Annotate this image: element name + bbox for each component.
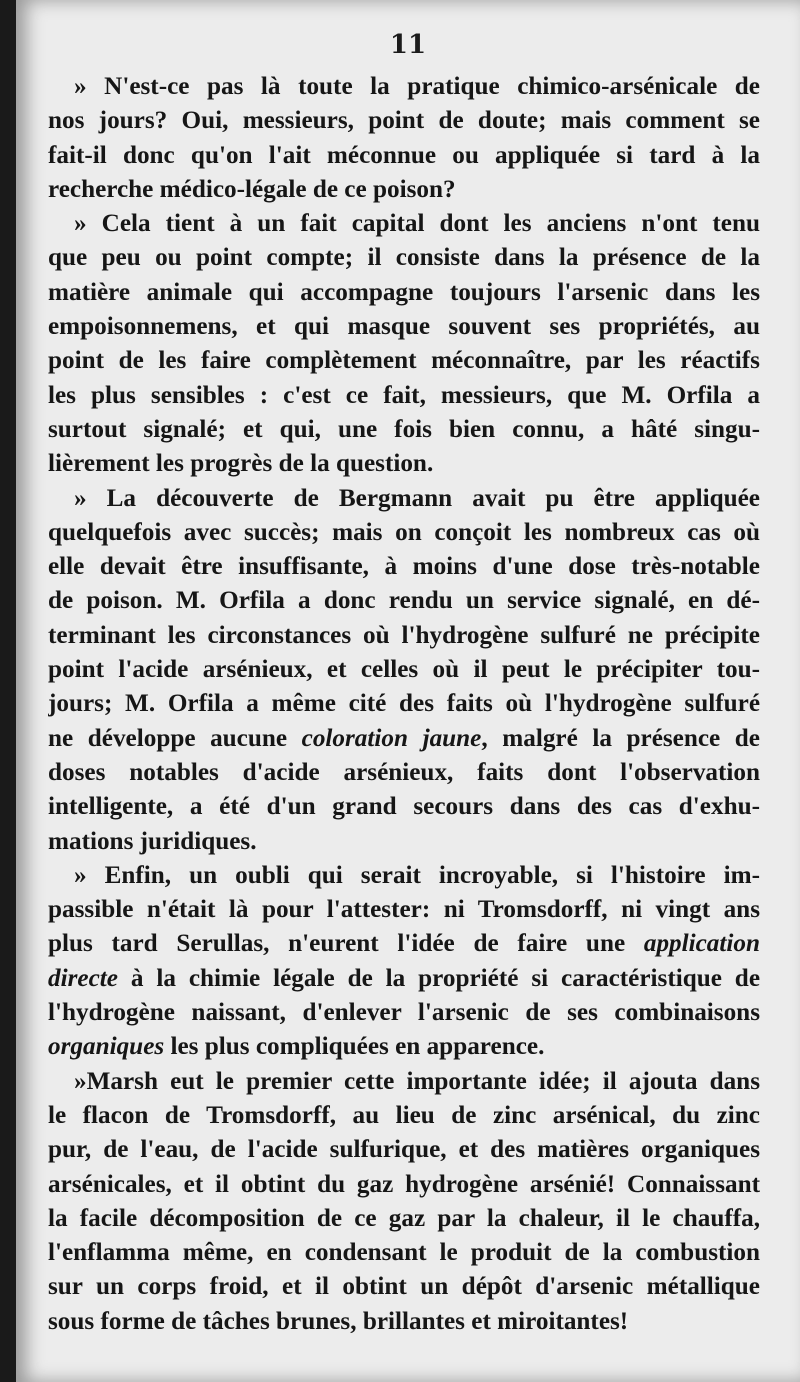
text-line: l'hydrogène naissant, d'enlever l'arsenic de ses combinaisons xyxy=(48,999,760,1027)
text-line: elle devait être insuffisante, à moins d'une dose très-notable xyxy=(48,553,760,581)
text-line: lièrement les progrès de la question. xyxy=(48,450,434,478)
text-line: plus tard Serullas, n'eurent l'idée de faire une application xyxy=(48,930,760,958)
text-line: terminant les circonstances où l'hydrogène sulfuré ne précipite xyxy=(48,621,760,649)
text-line: surtout signalé; et qui, une fois bien connu, a hâté singu- xyxy=(48,415,760,443)
text-line: passible n'était là pour l'attester: ni Tromsdorff, ni vingt ans xyxy=(48,896,760,924)
text-line: sur un corps froid, et il obtint un dépôt d'arsenic métallique xyxy=(48,1273,760,1301)
text-line: ne développe aucune coloration jaune, malgré la présence de xyxy=(48,724,760,752)
text-line: » N'est-ce pas là toute la pratique chimico-arsénicale de xyxy=(74,73,760,100)
paragraph xyxy=(48,1065,760,1339)
text-line: directe à la chimie légale de la propriété si caractéristique de xyxy=(48,964,760,992)
text-line: doses notables d'acide arsénieux, faits dont l'observation xyxy=(48,758,760,786)
text-line: »Marsh eut le premier cette importante idée; il ajouta dans xyxy=(74,1067,760,1095)
text-line: fait-il donc qu'on l'ait méconnue ou appliquée si tard à la xyxy=(48,141,760,169)
text-line: point l'acide arsénieux, et celles où il peut le précipiter tou- xyxy=(48,656,760,684)
text-line: intelligente, a été d'un grand secours dans des cas d'exhu- xyxy=(48,793,760,821)
text-line: point de les faire complètement méconnaître, par les réactifs xyxy=(48,347,760,375)
text-line: les plus sensibles : c'est ce fait, messieurs, que M. Orfila a xyxy=(48,381,760,409)
text-line: matière animale qui accompagne toujours l'arsenic dans les xyxy=(48,278,760,306)
text-line: organiques les plus compliquées en apparence. xyxy=(48,1033,545,1061)
paragraph xyxy=(48,859,760,1065)
text-line: empoisonnemens, et qui masque souvent ses propriétés, au xyxy=(48,313,760,341)
text-line: jours; M. Orfila a même cité des faits où l'hydrogène sulfuré xyxy=(48,690,760,718)
text-line: » Cela tient à un fait capital dont les anciens n'ont tenu xyxy=(74,210,760,238)
paragraph xyxy=(48,207,760,481)
text-line: sous forme de tâches brunes, brillantes et miroitantes! xyxy=(48,1307,629,1335)
body-text xyxy=(48,70,760,1339)
text-line: recherche médico-légale de ce poison? xyxy=(48,175,456,203)
text-line: le flacon de Tromsdorff, au lieu de zinc arsénical, du zinc xyxy=(48,1101,760,1129)
text-line: la facile décomposition de ce gaz par la chaleur, il le chauffa, xyxy=(48,1204,760,1232)
text-line: arsénicales, et il obtint du gaz hydrogène arsénié! Connaissant xyxy=(48,1170,760,1198)
text-line: » Enfin, un oubli qui serait incroyable, si l'histoire im- xyxy=(74,861,760,889)
text-line: mations juridiques. xyxy=(48,827,257,855)
text-line: quelquefois avec succès; mais on conçoit les nombreux cas où xyxy=(48,518,760,546)
paragraph xyxy=(48,70,760,207)
page-number: 11 xyxy=(389,30,427,60)
text-line: de poison. M. Orfila a donc rendu un service signalé, en dé- xyxy=(48,587,760,615)
text-line: l'enflamma même, en condensant le produit de la combustion xyxy=(48,1239,760,1267)
text-line: » La découverte de Bergmann avait pu être appliquée xyxy=(74,484,760,512)
text-line: que peu ou point compte; il consiste dans la présence de la xyxy=(48,244,760,272)
text-line: nos jours? Oui, messieurs, point de doute; mais comment se xyxy=(48,107,760,135)
paragraph xyxy=(48,482,760,859)
text-line: pur, de l'eau, de l'acide sulfurique, et des matières organiques xyxy=(48,1136,760,1164)
book-page xyxy=(16,0,800,1382)
